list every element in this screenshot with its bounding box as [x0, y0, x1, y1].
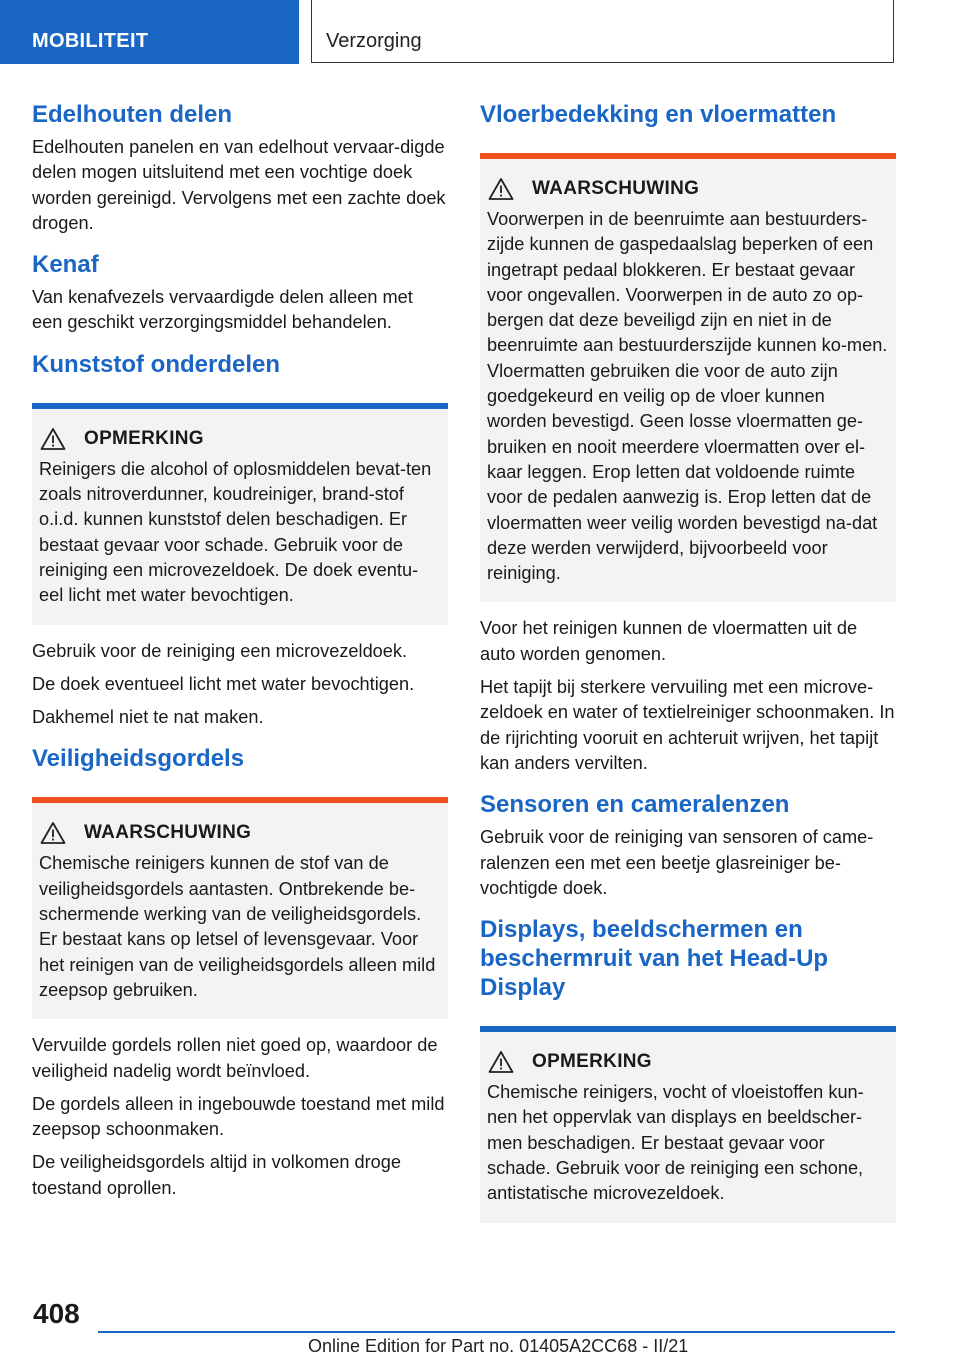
warning-triangle-icon — [40, 427, 66, 451]
text-sensoren: Gebruik voor de reiniging van sensoren of came-ralenzen een met een beetje glasreiniger be-vochtigde doek. — [480, 827, 874, 898]
section-kunststof — [32, 350, 448, 731]
header-section-tab — [0, 0, 299, 64]
text-edelhouten: Edelhouten panelen en van edelhout vervaar-digde delen mogen uitsluitend met een vochtige doek worden gereinigd. Vervolgens met een zachte doek drogen. — [32, 137, 446, 233]
heading-kenaf: Kenaf — [32, 251, 99, 279]
warning-triangle-icon — [488, 177, 514, 201]
text-vloer-1: Voor het reinigen kunnen de vloermatten uit de auto worden genomen. — [480, 618, 858, 664]
note-box-displays — [480, 1026, 896, 1222]
header-section-label: MOBILITEIT — [32, 30, 149, 52]
warning-triangle-icon — [40, 821, 66, 845]
text-kunststof-3: Dakhemel niet te nat maken. — [32, 707, 264, 728]
warning-label: WAARSCHUWING — [532, 178, 700, 199]
warning-box-vloer — [480, 153, 896, 602]
section-kenaf — [32, 250, 448, 336]
note-label: OPMERKING — [532, 1051, 652, 1073]
text-gordels-3: De veiligheidsgordels altijd in volkomen droge toestand oprollen. — [32, 1152, 402, 1198]
heading-sensoren: Sensoren en cameralenzen — [480, 791, 790, 819]
header-chapter-label: Verzorging — [326, 30, 422, 52]
text-vloer-2: Het tapijt bij sterkere vervuiling met een microve-zeldoek en water of textielreiniger schoonmaken. In de rijrichting vooruit en achteruit wrijven, het tapijt kan anders vervilten. — [480, 677, 895, 773]
warning-triangle-icon — [488, 1050, 514, 1074]
heading-displays: Displays, beeldschermen en beschermruit van het Head-Up Display — [480, 916, 829, 1002]
note-text: Reinigers die alcohol of oplosmiddelen bevat-ten zoals nitroverdunner, koudreiniger, brand-stof o.i.d. kunnen kunststof delen beschadigen. Er bestaat gevaar voor schade. Gebruik voor de reiniging een microvezeldoek. De doek eventu-eel licht met water bevochtigen. — [39, 458, 432, 606]
footer-divider — [98, 1331, 895, 1333]
warning-text: Chemische reinigers kunnen de stof van de veiligheidsgordels aantasten. Ontbrekende be-schermende werking van de veiligheidsgordels. Er bestaat kans op letsel of levensgevaar. Voor het reinigen van de veiligheidsgordels alleen mild zeepsop gebruiken. — [39, 853, 436, 1000]
note-label: OPMERKING — [84, 427, 204, 449]
section-veiligheidsgordels — [32, 744, 448, 1201]
heading-vloer: Vloerbedekking en vloermatten — [480, 101, 837, 128]
page-number: 408 — [33, 1298, 80, 1329]
section-displays — [480, 915, 896, 1222]
text-gordels-2: De gordels alleen in ingebouwde toestand met mild zeepsop schoonmaken. — [32, 1093, 445, 1140]
footer-edition: Online Edition for Part no. 01405A2CC68 - II/21 — [308, 1336, 689, 1356]
warning-label: WAARSCHUWING — [84, 822, 252, 844]
text-kenaf: Van kenafvezels vervaardigde delen alleen met een geschikt verzorgingsmiddel behandelen. — [32, 287, 413, 333]
warning-text: Voorwerpen in de beenruimte aan bestuurders-zijde kunnen de gaspedaalslag beperken of een ingetrapt pedaal blokkeren. Er bestaat gevaar voor ongevallen. Voorwerpen in de auto zo op-bergen dat deze beveiligd zijn en niet in de beenruimte aan bestuurderszijde kunnen ko-men. Vloermatten gebruiken die voor de auto zijn goedgekeurd en veilig op de vloer kunnen worden bevestigd. Geen losse vloermatten ge-bruiken en nooit meerdere vloermatten over el-kaar leggen. Erop letten dat voldoende ruimte voor de pedalen aanwezig is. Erop letten dat de vloermatten weer veilig worden bevestigd na-dat deze werden verwijderd, bijvoorbeeld voor reiniging. — [487, 209, 888, 584]
section-sensoren — [480, 790, 896, 901]
text-gordels-1: Vervuilde gordels rollen niet goed op, waardoor de veiligheid nadelig wordt beïnvloed. — [32, 1035, 438, 1081]
section-edelhouten — [32, 100, 448, 236]
right-column — [480, 100, 896, 1237]
header-chapter-box — [311, 0, 894, 63]
warning-box-gordels — [32, 797, 448, 1019]
heading-edelhouten: Edelhouten delen — [32, 101, 233, 128]
text-kunststof-2: De doek eventueel licht met water bevochtigen. — [32, 673, 415, 694]
left-column — [32, 100, 448, 1215]
note-box-kunststof — [32, 403, 448, 625]
note-text: Chemische reinigers, vocht of vloeistoffen kun-nen het oppervlak van displays en beeldscher-men beschadigen. Er bestaat gevaar voor schade. Gebruik voor de reiniging een schone, antistatische microvezeldoek. — [487, 1082, 864, 1204]
section-vloer — [480, 100, 896, 776]
text-kunststof-1: Gebruik voor de reiniging een microvezeldoek. — [32, 640, 408, 661]
heading-veiligheidsgordels: Veiligheidsgordels — [32, 745, 245, 773]
heading-kunststof: Kunststof onderdelen — [32, 350, 281, 378]
